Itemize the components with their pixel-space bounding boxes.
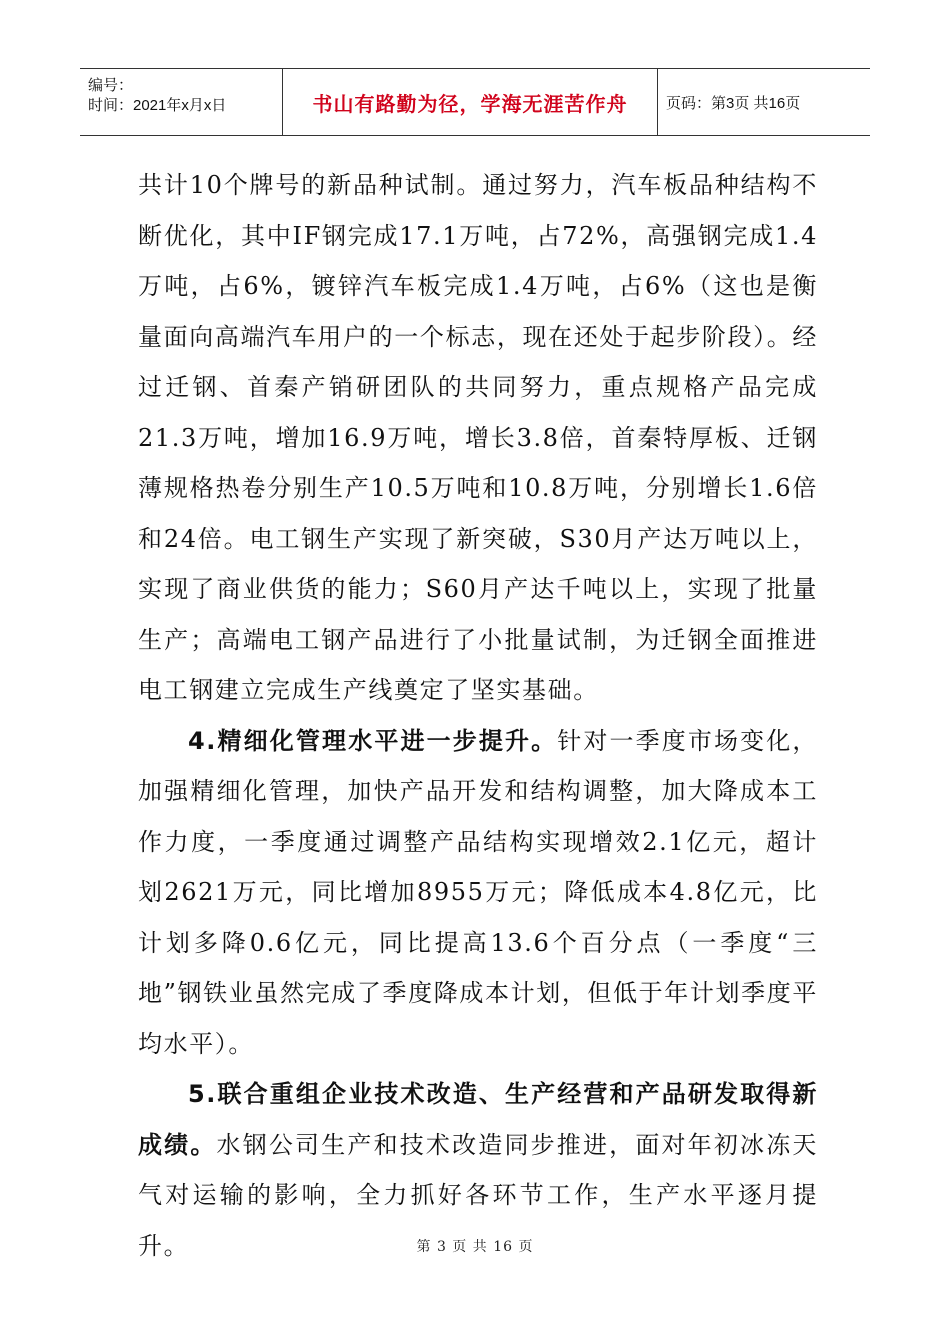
document-body xyxy=(138,160,818,1271)
section-5-text: 水钢公司生产和技术改造同步推进，面对年初冰冻天气对运输的影响，全力抓好各环节工作，生产水平逐月提升。 xyxy=(138,1130,818,1260)
document-number-label: 编号： xyxy=(88,77,134,94)
header-motto: 书山有路勤为径，学海无涯苦作舟 xyxy=(283,69,658,135)
paragraph-continued: 共计10个牌号的新品种试制。通过努力，汽车板品种结构不断优化，其中IF钢完成17.1万吨，占72%，高强钢完成1.4万吨，占6%，镀锌汽车板完成1.4万吨，占6%（这也是衡量面向高端汽车用户的一个标志，现在还处于起步阶段）。经过迁钢、首秦产销研团队的共同努力，重点规格产品完成21.3万吨，增加16.9万吨，增长3.8倍，首秦特厚板、迁钢薄规格热卷分别生产10.5万吨和10.8万吨，分别增长1.6倍和24倍。电工钢生产实现了新突破，S30月产达万吨以上，实现了商业供货的能力；S60月产达千吨以上，实现了批量生产；高端电工钢产品进行了小批量试制，为迁钢全面推进电工钢建立完成生产线奠定了坚实基础。 xyxy=(138,171,818,704)
header-meta xyxy=(80,69,283,135)
paragraph-section-4 xyxy=(138,716,818,1070)
section-5-heading: 5.联合重组企业技术改造、生产经营和产品研发取得新成绩。 xyxy=(138,1080,818,1159)
document-time-label: 时间：2021年x月x日 xyxy=(88,97,227,114)
section-4-text: 针对一季度市场变化，加强精细化管理，加快产品开发和结构调整，加大降成本工作力度，一季度通过调整产品结构实现增效2.1亿元，超计划2621万元，同比增加8955万元；降低成本4.8亿元，比计划多降0.6亿元，同比提高13.6个百分点（一季度“三地”钢铁业虽然完成了季度降成本计划，但低于年计划季度平均水平）。 xyxy=(138,726,818,1058)
section-4-heading: 4.精细化管理水平进一步提升。 xyxy=(188,726,558,755)
header-page-info: 页码：第3页 共16页 xyxy=(666,94,801,112)
page-footer: 第 3 页 共 16 页 xyxy=(416,1239,534,1255)
page-header xyxy=(80,68,870,136)
